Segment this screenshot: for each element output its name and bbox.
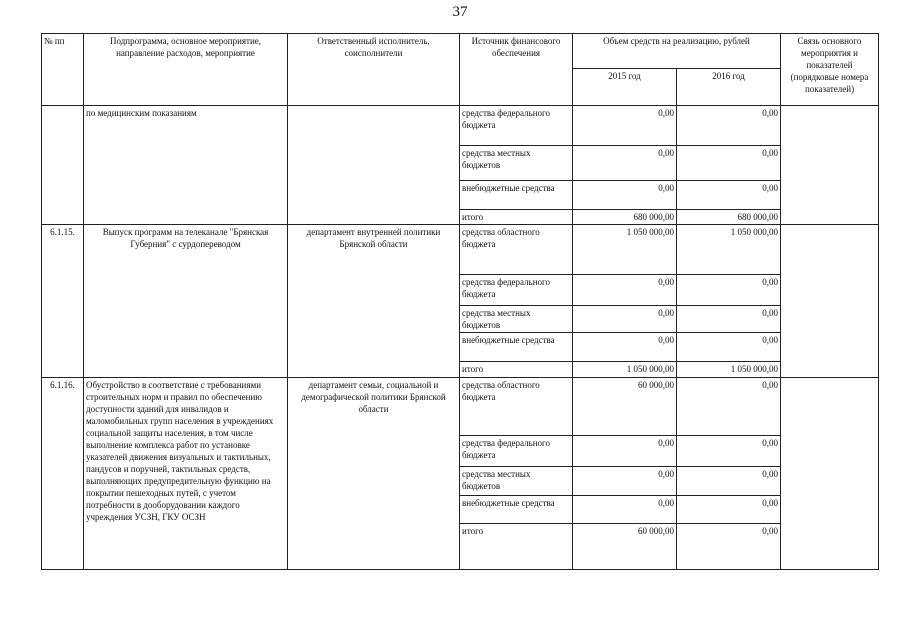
row-num — [42, 106, 84, 225]
activity-name: Выпуск программ на телеканале "Брянская Губерния" с сурдопереводом — [84, 225, 288, 378]
page-number: 37 — [452, 4, 468, 20]
total-2015: 1 050 000,00 — [573, 362, 677, 377]
amount-2016: 0,00 — [677, 180, 781, 209]
total-2016: 680 000,00 — [677, 209, 781, 224]
amount-2015: 0,00 — [573, 305, 677, 333]
total-2016: 0,00 — [677, 524, 781, 570]
amount-2015: 0,00 — [573, 435, 677, 466]
funding-source: средства областного бюджета — [460, 377, 573, 435]
amount-2016: 0,00 — [677, 466, 781, 495]
funding-source: средства областного бюджета — [460, 225, 573, 275]
amount-2016: 0,00 — [677, 495, 781, 524]
indicator-link — [781, 106, 879, 225]
header-source: Источник финансового обеспечения — [460, 34, 573, 106]
indicator-link — [781, 377, 879, 569]
amount-2015: 1 050 000,00 — [573, 225, 677, 275]
amount-2016: 0,00 — [677, 106, 781, 145]
funding-source: средства местных бюджетов — [460, 145, 573, 180]
funding-source: средства федерального бюджета — [460, 435, 573, 466]
header-year-2016: 2016 год — [677, 69, 781, 106]
budget-table — [41, 33, 879, 570]
total-2015: 680 000,00 — [573, 209, 677, 224]
total-2016: 1 050 000,00 — [677, 362, 781, 377]
amount-2016: 0,00 — [677, 274, 781, 305]
funding-source: средства федерального бюджета — [460, 106, 573, 145]
funding-source: внебюджетные средства — [460, 180, 573, 209]
header-link: Связь основного мероприятия и показателей (порядковые номера показателей) — [781, 34, 879, 106]
amount-2015: 60 000,00 — [573, 377, 677, 435]
amount-2016: 0,00 — [677, 377, 781, 435]
amount-2015: 0,00 — [573, 466, 677, 495]
row-num: 6.1.15. — [42, 225, 84, 378]
table-row — [42, 106, 879, 145]
table-row — [42, 225, 879, 275]
header-subprogram: Подпрограмма, основное мероприятие, направление расходов, мероприятие — [84, 34, 288, 106]
header-executor: Ответственный исполнитель, соисполнители — [288, 34, 460, 106]
amount-2015: 0,00 — [573, 145, 677, 180]
amount-2016: 0,00 — [677, 145, 781, 180]
amount-2015: 0,00 — [573, 495, 677, 524]
amount-2015: 0,00 — [573, 106, 677, 145]
header-year-2015: 2015 год — [573, 69, 677, 106]
funding-source: внебюджетные средства — [460, 333, 573, 362]
executor: департамент внутренней политики Брянской области — [288, 225, 460, 378]
amount-2016: 0,00 — [677, 305, 781, 333]
row-num: 6.1.16. — [42, 377, 84, 569]
executor — [288, 106, 460, 225]
amount-2016: 1 050 000,00 — [677, 225, 781, 275]
amount-2015: 0,00 — [573, 274, 677, 305]
total-label: итого — [460, 209, 573, 224]
activity-name: Обустройство в соответствие с требованиями строительных норм и правил по обеспечению доступности зданий для инвалидов и маломобильных групп населения в учреждениях социальной защиты населения, в том числе выполнение комплекса работ по установке указателей движения визуальных и тактильных, пандусов и поручней, тактильных средств, выполняющих предупредительную функцию на покрытии пешеходных путей, с учетом потребности в дооборудовании каждого учреждения УСЗН, ГКУ ОСЗН — [84, 377, 288, 569]
header-row — [42, 34, 879, 69]
amount-2015: 0,00 — [573, 180, 677, 209]
funding-source: средства федерального бюджета — [460, 274, 573, 305]
funding-source: средства местных бюджетов — [460, 305, 573, 333]
amount-2015: 0,00 — [573, 333, 677, 362]
amount-2016: 0,00 — [677, 333, 781, 362]
activity-name: по медицинским показаниям — [84, 106, 288, 225]
total-label: итого — [460, 362, 573, 377]
table-row — [42, 377, 879, 435]
total-label: итого — [460, 524, 573, 570]
total-2015: 60 000,00 — [573, 524, 677, 570]
funding-source: внебюджетные средства — [460, 495, 573, 524]
header-num: № пп — [42, 34, 84, 106]
funding-source: средства местных бюджетов — [460, 466, 573, 495]
indicator-link — [781, 225, 879, 378]
amount-2016: 0,00 — [677, 435, 781, 466]
header-volume: Объем средств на реализацию, рублей — [573, 34, 781, 69]
executor: департамент семьи, социальной и демографической политики Брянской области — [288, 377, 460, 569]
